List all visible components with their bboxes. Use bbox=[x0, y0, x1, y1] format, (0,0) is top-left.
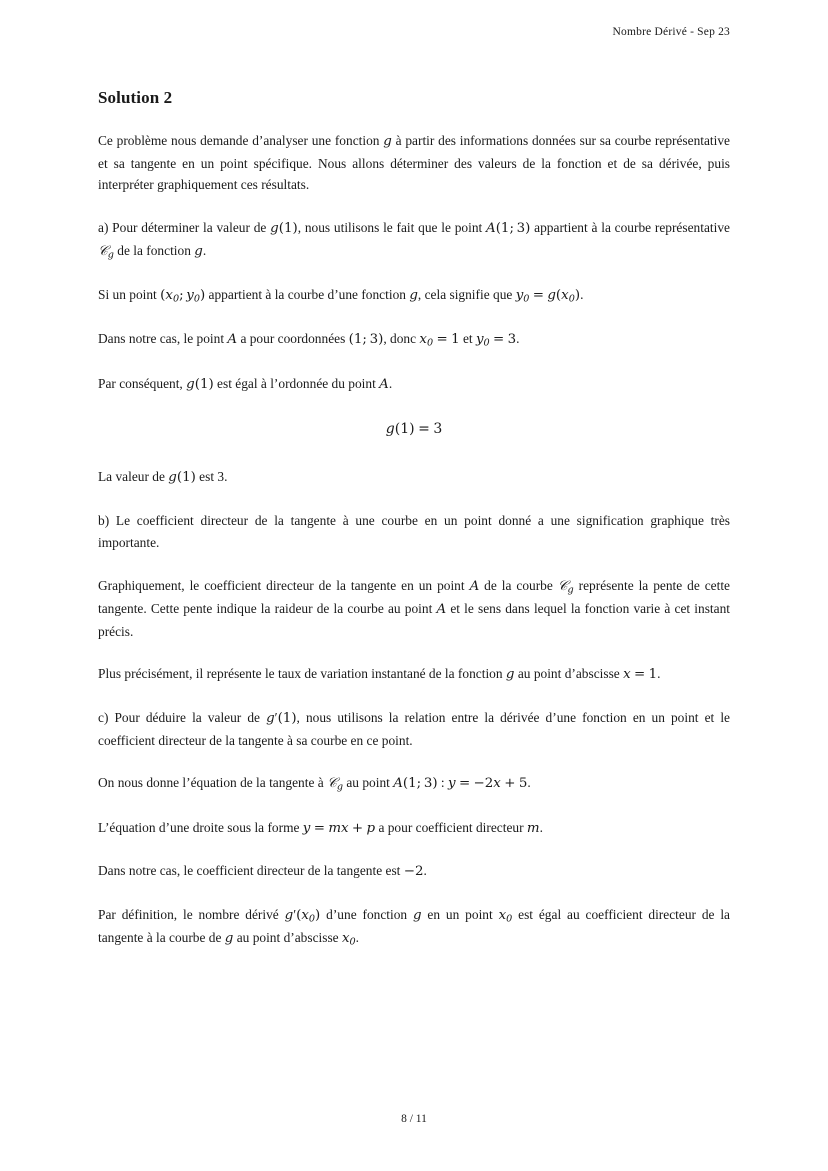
page-number: 8 / 11 bbox=[401, 1113, 427, 1125]
running-header: Nombre Dérivé - Sep 23 bbox=[612, 26, 730, 38]
paragraph-derivative-definition: Par définition, le nombre dérivé $g'(x_0)$ d’une fonction g en un point $x_0$ est égal au coefficient directeur de la tangente à la courbe de g au point d’abscisse $x_0$. bbox=[98, 907, 731, 949]
page-title: Solution 2 bbox=[98, 88, 173, 107]
paragraph-b-intro: b) Le coefficient directeur de la tangente à une courbe en un point donné a une signification graphique très importante. bbox=[98, 513, 730, 550]
paragraph-b-rate: Plus précisément, il représente le taux de variation instantané de la fonction g au point d’abscisse x = 1. bbox=[98, 666, 661, 683]
paragraph-intro: Ce problème nous demande d’analyser une fonction g à partir des informations données sur sa courbe représentative et sa tangente en un point spécifique. Nous allons déterminer des valeurs de la fonction et de sa dérivée, puis interpréter graphiquement ces résultats. bbox=[98, 133, 731, 193]
paragraph-conclusion-a: Par conséquent, g(1) est égal à l’ordonnée du point A. bbox=[98, 375, 393, 392]
paragraph-line-form: L’équation d’une droite sous la forme y = mx + p a pour coefficient directeur m. bbox=[98, 819, 543, 836]
paragraph-slope-value: Dans notre cas, le coefficient directeur de la tangente est −2. bbox=[98, 863, 427, 880]
paragraph-c-intro: c) Pour déduire la valeur de g′(1), nous utilisons la relation entre la dérivée d’une fonction en un point et le coefficient directeur de la tangente à sa courbe en ce point. bbox=[98, 709, 730, 748]
paragraph-point-definition: Si un point ($x_0$; $y_0$) appartient à la courbe d’une fonction g, cela signifie que $y_0 = g(x_0)$. bbox=[98, 287, 584, 305]
paragraph-value-g1: La valeur de g(1) est 3. bbox=[98, 469, 228, 486]
document-body bbox=[98, 88, 730, 951]
paragraph-tangent-equation: On nous donne l’équation de la tangente à 𝒞$_g$ au point A(1; 3) : y = −2x + 5. bbox=[98, 775, 531, 794]
paragraph-coordinates: Dans notre cas, le point A a pour coordonnées (1; 3), donc $x_0 = 1$ et $y_0 = 3$. bbox=[98, 331, 520, 350]
display-equation: g(1) = 3 bbox=[385, 421, 443, 438]
paragraph-a-intro: a) Pour déterminer la valeur de g(1), nous utilisons le fait que le point A(1; 3) appartient à la courbe représentative 𝒞$_g$ de la fonction g. bbox=[98, 220, 730, 261]
paragraph-b-graphical: Graphiquement, le coefficient directeur de la tangente en un point A de la courbe 𝒞$_g$ représente la pente de cette tangente. Cette pente indique la raideur de la courbe au point A et le sens dans lequel la fonction varie à cet instant précis. bbox=[98, 577, 730, 639]
